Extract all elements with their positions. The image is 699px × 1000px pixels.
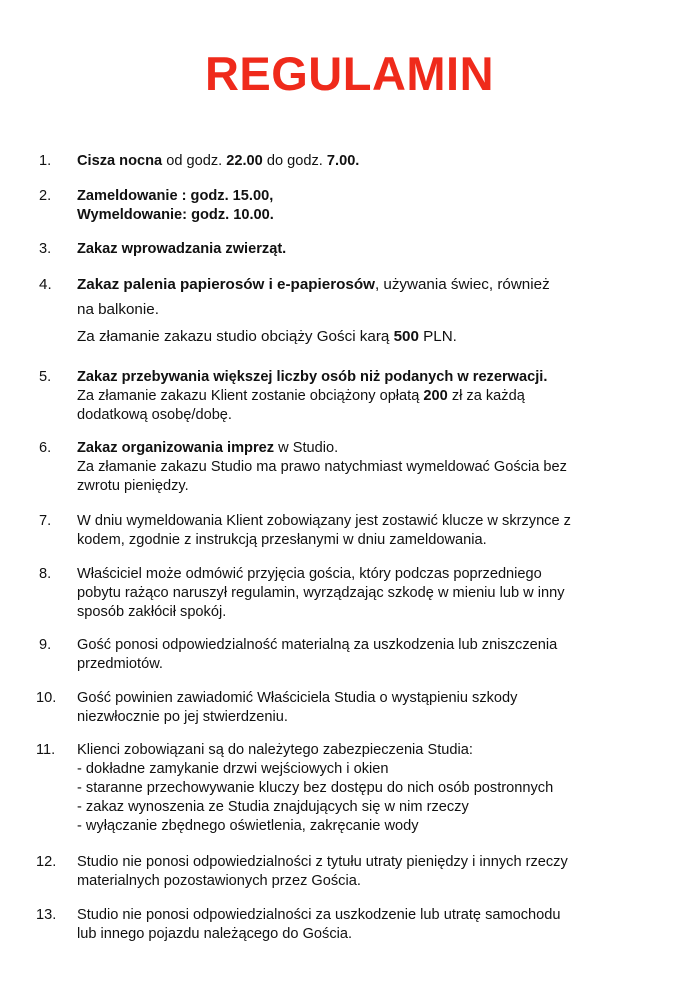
rule-number: 11. bbox=[36, 742, 56, 758]
rule-emphasis: 200 bbox=[423, 388, 448, 404]
rule-text-fragment: zł za każdą bbox=[447, 388, 525, 404]
rule-number: 3. bbox=[39, 241, 52, 257]
rule-line: zwrotu pieniędzy. bbox=[77, 478, 189, 494]
rule-number: 12. bbox=[36, 854, 57, 870]
rule-text bbox=[77, 512, 657, 550]
rule-text-fragment: do godz. bbox=[262, 153, 327, 169]
rule-number: 8. bbox=[39, 566, 52, 582]
rule-number: 7. bbox=[39, 513, 52, 529]
rule-line: - dokładne zamykanie drzwi wejściowych i okien bbox=[77, 761, 389, 777]
rule-text bbox=[77, 906, 657, 944]
rule-emphasis: Zakaz organizowania imprez bbox=[77, 440, 275, 456]
rule-text bbox=[77, 368, 657, 425]
rule-text bbox=[77, 187, 657, 225]
rule-line: Klienci zobowiązani są do należytego zabezpieczenia Studia: bbox=[77, 742, 473, 758]
rule-number: 13. bbox=[36, 907, 57, 923]
rule-text bbox=[77, 636, 657, 674]
rule-text bbox=[77, 152, 657, 171]
rule-line: W dniu wymeldowania Klient zobowiązany jest zostawić klucze w skrzynce z bbox=[77, 513, 571, 529]
rule-text bbox=[77, 689, 657, 727]
page-title: REGULAMIN bbox=[204, 47, 495, 100]
rule-emphasis: 22.00 bbox=[226, 153, 263, 169]
rule-text-fragment: , używania świec, również bbox=[374, 276, 550, 293]
rule-text-fragment: PLN. bbox=[418, 328, 457, 345]
rule-emphasis: 7.00. bbox=[326, 153, 360, 169]
rule-line: lub innego pojazdu należącego do Gościa. bbox=[77, 926, 353, 942]
rule-emphasis: 500 bbox=[393, 328, 419, 345]
rule-text bbox=[77, 741, 657, 836]
rule-line: Właściciel może odmówić przyjęcia gościa, który podczas poprzedniego bbox=[77, 566, 542, 582]
rule-line: Zakaz wprowadzania zwierząt. bbox=[77, 241, 287, 257]
rule-number: 10. bbox=[36, 690, 57, 706]
rule-line: niezwłocznie po jej stwierdzeniu. bbox=[77, 709, 288, 725]
rule-number: 4. bbox=[39, 276, 52, 293]
rule-number: 1. bbox=[39, 153, 52, 169]
rule-line: pobytu rażąco naruszył regulamin, wyrządzając szkodę w mieniu lub w inny bbox=[77, 585, 565, 601]
rule-line: materialnych pozostawionych przez Gościa. bbox=[77, 873, 361, 889]
rule-number: 2. bbox=[39, 188, 52, 204]
rule-line: kodem, zgodnie z instrukcją przesłanymi w dniu zameldowania. bbox=[77, 532, 487, 548]
rule-line: Gość powinien zawiadomić Właściciela Studia o wystąpieniu szkody bbox=[77, 690, 518, 706]
rule-line: Studio nie ponosi odpowiedzialności za uszkodzenie lub utratę samochodu bbox=[77, 907, 561, 923]
rule-text bbox=[77, 272, 657, 349]
rule-emphasis: Zakaz palenia papierosów i e-papierosów bbox=[77, 276, 375, 293]
rule-number: 5. bbox=[39, 369, 52, 385]
rule-line: na balkonie. bbox=[77, 301, 159, 318]
rule-text bbox=[77, 439, 657, 496]
rule-line: Za złamanie zakazu Studio ma prawo natychmiast wymeldować Gościa bez bbox=[77, 459, 567, 475]
rule-line: - wyłączanie zbędnego oświetlenia, zakręcanie wody bbox=[77, 818, 419, 834]
rule-line: Zakaz przebywania większej liczby osób niż podanych w rezerwacji. bbox=[77, 369, 548, 385]
rule-line: sposób zakłócił spokój. bbox=[77, 604, 227, 620]
rule-text bbox=[77, 565, 657, 622]
rule-line: dodatkową osobę/dobę. bbox=[77, 407, 232, 423]
rule-line: Zameldowanie : godz. 15.00, bbox=[77, 188, 274, 204]
rule-line: Gość ponosi odpowiedzialność materialną za uszkodzenia lub zniszczenia bbox=[77, 637, 558, 653]
rule-line: Wymeldowanie: godz. 10.00. bbox=[77, 207, 274, 223]
rule-text bbox=[77, 240, 657, 259]
rule-number: 9. bbox=[39, 637, 52, 653]
rule-line: przedmiotów. bbox=[77, 656, 163, 672]
rule-text bbox=[77, 853, 657, 891]
rule-text-fragment: w Studio. bbox=[274, 440, 339, 456]
rule-text-fragment: od godz. bbox=[162, 153, 227, 169]
rule-line: Studio nie ponosi odpowiedzialności z tytułu utraty pieniędzy i innych rzeczy bbox=[77, 854, 568, 870]
rule-line: - staranne przechowywanie kluczy bez dostępu do nich osób postronnych bbox=[77, 780, 554, 796]
rule-text-fragment: Za złamanie zakazu studio obciąży Gości karą bbox=[77, 328, 394, 345]
rule-number: 6. bbox=[39, 440, 52, 456]
rule-text-fragment: Za złamanie zakazu Klient zostanie obciążony opłatą bbox=[77, 388, 424, 404]
rule-line: - zakaz wynoszenia ze Studia znajdujących się w nim rzeczy bbox=[77, 799, 469, 815]
rule-emphasis: Cisza nocna bbox=[77, 153, 163, 169]
